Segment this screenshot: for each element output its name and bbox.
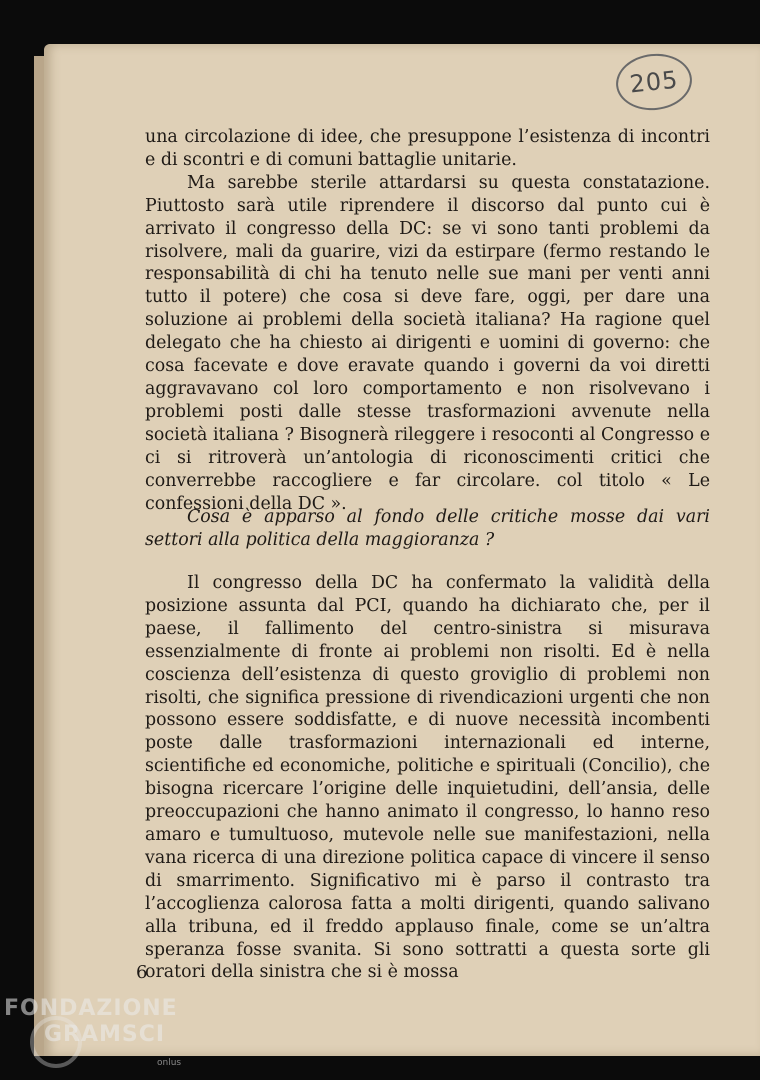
italic-question: Cosa è apparso al fondo delle critiche mosse dai vari settori alla politica della maggioranza ? [145, 507, 710, 550]
paragraph-1: una circolazione di idee, che presuppone l’esistenza di incontri e di scontri e di comuni battaglie unitarie. [145, 127, 710, 170]
paragraph-3: Il congresso della DC ha confermato la validità della posizione assunta dal PCI, quando ha dichiarato che, per il paese, il fallimento del centro-sinistra si misurava essenzialmente di fronte ai problemi non risolti. Ed è nella coscienza dell’esistenza di questo groviglio di problemi non risolti, che significa pressione di rivendicazioni urgenti che non possono essere soddisfatte, e di nuove necessità incombenti poste dalle trasformazioni internazionali ed interne, scientifiche ed economiche, politiche e spirituali (Concilio), che bisogna ricercare l’origine delle inquietudini, dell’ansia, delle preoccupazioni che hanno animato il congresso, lo hanno reso amaro e tumultuoso, mutevole nelle sue manifestazioni, nella vana ricerca di una direzione politica capace di vincere il senso di smarrimento. Significativo mi è parso il contrasto tra l’accoglienza calorosa fatta a molti dirigenti, quando salivano alla tribuna, ed il freddo applauso finale, come se un’altra speranza fosse svanita. Si sono sottratti a questa sorte gli oratori della sinistra che si è mossa [145, 573, 710, 983]
handwritten-page-number: 205 [613, 50, 694, 114]
text-block-question [145, 506, 710, 552]
watermark-line-2: GRAMSCI [44, 1022, 166, 1047]
page-number: 6 [136, 962, 148, 983]
paragraph-2: Ma sarebbe sterile attardarsi su questa constatazione. Piuttosto sarà utile riprendere il discorso dal punto cui è arrivato il congresso della DC: se vi sono tanti problemi da risolvere, mali da guarire, vizi da estirpare (fermo restando le responsabilità di chi ha tenuto nelle sue mani per venti anni tutto il potere) che cosa si deve fare, oggi, per dare una soluzione ai problemi della società italiana? Ha ragione quel delegato che ha chiesto ai dirigenti e uomini di governo: che cosa facevate e dove eravate quando i governi da voi diretti aggravavano col loro comportamento e non risolvevano i problemi posti dalle stesse trasformazioni avvenute nella società italiana ? Bisognerà rileggere i resoconti al Congresso e ci si ritroverà un’antologia di riconoscimenti critici che converrebbe raccogliere e far circolare. col titolo « Le confessioni della DC ». [145, 172, 710, 514]
text-block-top [145, 126, 710, 515]
watermark-line-3: onlus [157, 1058, 182, 1068]
text-block-main [145, 572, 710, 984]
watermark-line-1: FONDAZIONE [4, 996, 178, 1021]
watermark [4, 996, 182, 1068]
